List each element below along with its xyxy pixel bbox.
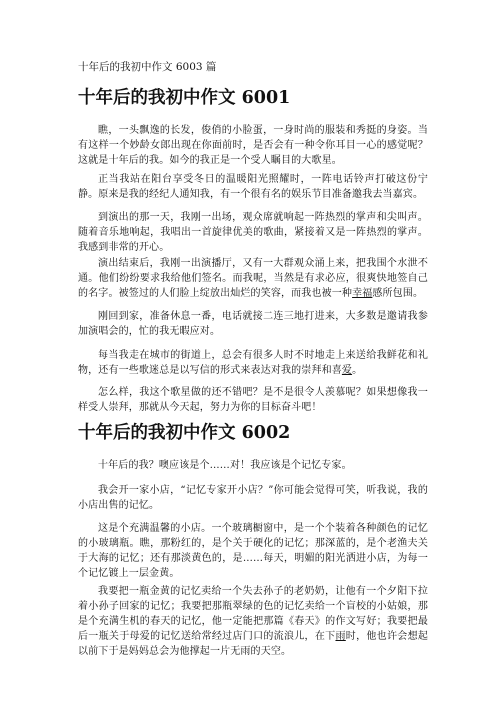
paragraph-text: 感所包围。 xyxy=(372,288,424,299)
paragraph xyxy=(78,256,428,301)
section-heading-6002: 十年后的我初中作文 6002 xyxy=(78,423,291,443)
paragraph: 正当我站在阳台享受冬日的温暖阳光照耀时，一阵电话铃声打破这份宁静。原来是我的经纪人通知我，有一个很有名的娱乐节目准备邀我去当嘉宾。 xyxy=(78,174,428,200)
paragraph: 我会开一家小店，“记忆专家开小店？”你可能会觉得可笑，听我说，我的小店出售的记忆。 xyxy=(78,485,428,511)
paragraph-text: 我要把一瓶金黄的记忆卖给一个失去孙子的老奶奶，让他有一个夕阳下拉着小孙子回家的记忆；我要把那瓶翠绿的色的记忆卖给一个盲校的小姑娘，那是个充满生机的春天的记忆，他一定能把那篇《春天》的作文写好；我要把最后一瓶关于母爱的记忆送给常经过店门口的流浪儿，在下 xyxy=(78,586,428,642)
paragraph: 十年后的我？噢应该是个……对！我应该是个记忆专家。 xyxy=(98,460,352,471)
paragraph-text: 每当我走在城市的街道上，总会有很多人时不时地走上来送给我鲜花和礼物，还有一些歌迷总是以写信的形式来表达对我的崇拜和喜 xyxy=(78,350,428,376)
paragraph: 到演出的那一天，我刚一出场，观众席就响起一阵热烈的掌声和尖叫声。随着音乐地响起，我唱出一首旋律优美的歌曲，紧接着又是一阵热烈的掌声。我感到非常的开心。 xyxy=(78,212,428,253)
paragraph xyxy=(78,584,428,659)
underlined-word: 幸福 xyxy=(352,288,373,299)
paragraph: 这是个充满温馨的小店。一个玻璃橱窗中，是一个个装着各种颜色的记忆的小玻璃瓶。瞧，那粉红的，是个关于硬化的记忆；那深蓝的，是个老渔夫关于大海的记忆；还有那淡黄色的，是……每天，明媚的阳光洒进小店，为每一个记忆镀上一层金黄。 xyxy=(78,523,428,579)
underlined-word: 雨 xyxy=(335,631,346,642)
paragraph-text: 时，他也许会想起以前下于是妈妈总会为他撑起一片无雨的天空。 xyxy=(78,631,429,657)
section-heading-6001: 十年后的我初中作文 6001 xyxy=(78,88,291,108)
paragraph: 瞧，一头飘逸的长发，俊俏的小脸蛋，一身时尚的服装和秀挺的身姿。当有这样一个妙龄女郎出现在你面前时，是否会有一种令你耳目一心的感觉呢？这就是十年后的我。如今的我正是一个受人瞩目的大歌星。 xyxy=(78,125,428,166)
paragraph: 怎么样，我这个歌星做的还不错吧？是不是很令人羡慕呢？如果想像我一样受人崇拜，那就从今天起，努力为你的目标奋斗吧！ xyxy=(78,387,428,413)
paragraph: 刚回到家，准备休息一番，电话就接二连三地打进来，大多数是邀请我参加演唱会的，忙的我无暇应对。 xyxy=(78,311,428,337)
document-title: 十年后的我初中作文 6003 篇 xyxy=(78,61,217,73)
paragraph-text: 演出结束后，我刚一出演播厅，又有一大群观众涌上来，把我围个水泄不通。他们纷纷要求我给他们签名。而我呢，当然是有求必应，很爽快地签自己的名字。被签过的人们脸上绽放出灿烂的笑容，而我也被一种 xyxy=(78,258,428,299)
paragraph xyxy=(78,348,428,378)
paragraph-text: 。 xyxy=(352,365,363,376)
underlined-word: 爱 xyxy=(341,365,353,376)
